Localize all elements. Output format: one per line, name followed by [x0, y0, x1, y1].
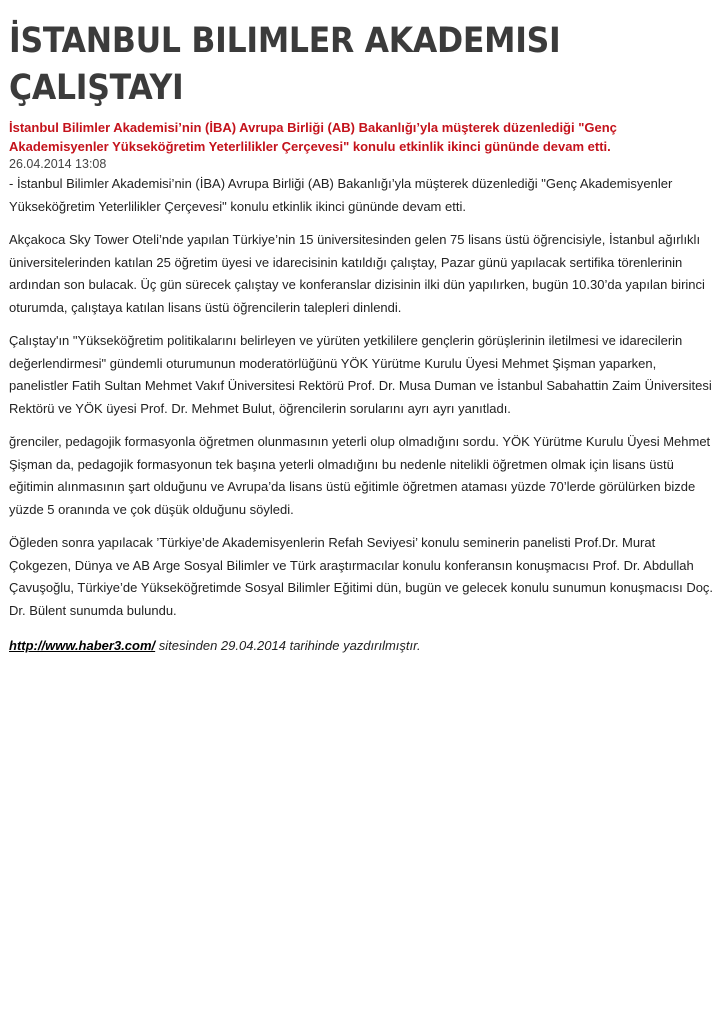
article-body [9, 173, 715, 622]
print-footer-text: sitesinden 29.04.2014 tarihinde yazdırılmıştır. [155, 638, 421, 653]
title-line-1: İSTANBUL BILIMLER AKADEMISI [9, 21, 561, 61]
print-footer [9, 636, 715, 656]
article-paragraph: Öğleden sonra yapılacak ’Türkiye’de Akademisyenlerin Refah Seviyesi’ konulu seminerin panelisti Prof.Dr. Murat Çokgezen, Dünya ve AB Arge Sosyal Bilimler ve Türk araştırmacılar konulu konferansın konuşmacısı Prof. Dr. Abdullah Çavuşoğlu, Türkiye’de Yükseköğretimde Sosyal Bilimler Eğitimi dün, bugün ve gelecek konulu sunumun konuşmacısı Doç. Dr. Bülent sunumda bulundu. [9, 535, 714, 618]
article-paragraph: - İstanbul Bilimler Akademisi’nin (İBA) Avrupa Birliği (AB) Bakanlığı’yla müşterek düzenlediği "Genç Akademisyenler Yükseköğretim Yeterlilikler Çerçevesi" konulu etkinlik ikinci gününde devam etti. [9, 176, 673, 214]
article-page [9, 18, 715, 656]
article-paragraph: Akçakoca Sky Tower Oteli’nde yapılan Türkiye’nin 15 üniversitesinden gelen 75 lisans üstü öğrencisiyle, İstanbul ağırlıklı üniversitelerinden katılan 25 öğretim üyesi ve idarecisinin katıldığı çalıştay, Pazar günü yapılacak sertifika törenlerinin ardından son bulacak. Üç gün sürecek çalıştay ve konferanslar dizisinin ilki dün yapılırken, bugün 10.30’da yapılan birinci oturumda, çalıştaya katılan lisans üstü öğrencilerin talepleri dinlendi. [9, 232, 705, 315]
title-line-2: ÇALIŞTAYI [9, 68, 184, 108]
article-paragraph: Çalıştay'ın "Yükseköğretim politikalarını belirleyen ve yürüten yetkililere gençlerin görüşlerinin iletilmesi ve idarecilerin değerlendirmesi" gündemli oturumunun moderatörlüğünü YÖK Yürütme Kurulu Üyesi Mehmet Şişman yaparken, panelistler Fatih Sultan Mehmet Vakıf Üniversitesi Rektörü Prof. Dr. Musa Duman ve İstanbul Sabahattin Zaim Üniversitesi Rektörü ve YÖK üyesi Prof. Dr. Mehmet Bulut, öğrencilerin sorularını ayrı ayrı yanıtladı. [9, 333, 712, 416]
article-date: 26.04.2014 13:08 [9, 157, 107, 171]
article-title [9, 18, 714, 112]
article-paragraph: ğrenciler, pedagojik formasyonla öğretmen olunmasının yeterli olup olmadığını sordu. YÖK Yürütme Kurulu Üyesi Mehmet Şişman da, pedagojik formasyonun tek başına yeterli olmadığını bu nedenle nitelikli öğretmen olmak için lisans üstü eğitimin alınmasının şart olduğunu ve Avrupa’da lisans üstü eğitimle öğretmen ataması yüzde 70’lerde görülürken bizde yüzde 5 oranında ve çok düşük olduğunu söyledi. [9, 434, 711, 517]
article-lead: İstanbul Bilimler Akademisi’nin (İBA) Avrupa Birliği (AB) Bakanlığı’yla müşterek düzenlediği "Genç Akademisyenler Yükseköğretim Yeterlilikler Çerçevesi" konulu etkinlik ikinci gününde devam etti. [9, 120, 617, 154]
source-link[interactable]: http://www.haber3.com/ [9, 638, 156, 653]
